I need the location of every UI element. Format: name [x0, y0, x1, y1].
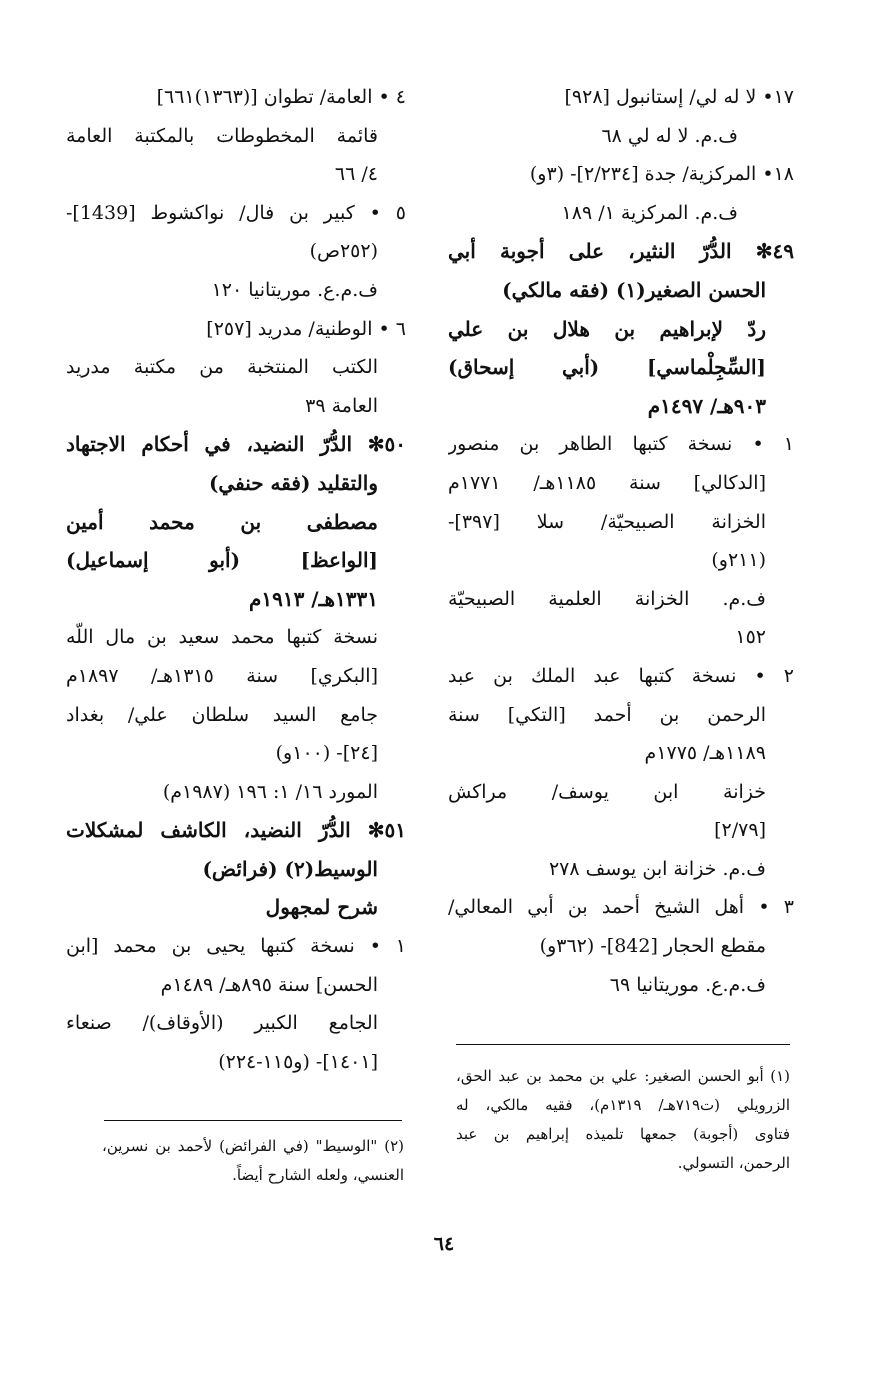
left-column-line: ٦ • الوطنية/ مدريد [٢٥٧]	[206, 317, 406, 340]
left-column-line: ٥٠✻ الدُّرّ النضيد، في أحكام الاجتهاد	[66, 432, 406, 457]
footnote-left-line: (٢) "الوسيط" (في الفرائض) لأحمد بن نسرين،	[102, 1137, 404, 1155]
left-column-line: ٤ • العامة/ تطوان [(١٣٦٣)٦٦١]	[156, 86, 406, 108]
page-number: ٦٤	[433, 1233, 455, 1255]
left-column-line: قائمة المخطوطات بالمكتبة العامة	[66, 124, 378, 147]
right-column-line: خزانة ابن يوسف/ مراكش	[448, 780, 766, 803]
right-column-line: الرحمن بن أحمد [التكي] سنة	[448, 703, 766, 726]
right-column-line: ردّ لإبراهيم بن هلال بن علي	[448, 316, 766, 341]
footnote-separator-left	[104, 1120, 402, 1121]
footnote-right-line: الرحمن، التسولي.	[677, 1154, 790, 1172]
right-column-line: (٢١١و)	[711, 549, 766, 572]
footnote-left	[102, 1132, 404, 1190]
left-column-line: العامة ٣٩	[305, 394, 378, 417]
left-column-line: ٥ • كبير بن فال/ نواكشوط [1439]-	[66, 201, 406, 224]
right-column-line: ١٥٢	[735, 626, 766, 649]
left-column-line: ١٣٣١هـ/ ١٩١٣م	[248, 586, 378, 611]
footnote-right-line: (١) أبو الحسن الصغير: علي بن محمد بن عبد الحق،	[456, 1067, 790, 1085]
footnote-right-line: فتاوى (أجوبة) جمعها تلميذه إبراهيم بن عبد	[456, 1125, 790, 1143]
left-column-line: نسخة كتبها محمد سعيد بن مال اللّه	[66, 626, 378, 649]
right-column-line: ف.م. المركزية ١/ ١٨٩	[561, 201, 738, 224]
right-column-line: مقطع الحجار [842]- (٣٦٢و)	[539, 935, 766, 958]
left-column-line: الجامع الكبير (الأوقاف)/ صنعاء	[66, 1012, 378, 1035]
right-column-line: ٢ • نسخة كتبها عبد الملك بن عبد	[448, 664, 794, 687]
left-column-line: [٢٤]- (١٠٠و)	[275, 742, 378, 765]
right-column-line: [٢/٧٩]	[714, 819, 766, 842]
right-column-line: ف.م. خزانة ابن يوسف ٢٧٨	[548, 857, 766, 880]
right-column-line: ١١٨٩هـ/ ١٧٧٥م	[644, 742, 766, 765]
left-column-line: ٥١✻ الدُّرّ النضيد، الكاشف لمشكلات	[66, 818, 406, 843]
left-column-line: (٢٥٢ص)	[309, 240, 378, 263]
right-column-line: ٩٠٣هـ/ ١٤٩٧م	[647, 393, 766, 418]
right-column-line: ٣ • أهل الشيخ أحمد بن أبي المعالي/	[448, 896, 794, 919]
left-column-line: ١ • نسخة كتبها يحيى بن محمد [ابن	[66, 935, 406, 958]
right-column-line: [السِّجِلْماسي] (أبي إسحاق)	[448, 355, 766, 380]
left-column-line: [البكري] سنة ١٣١٥هـ/ ١٨٩٧م	[66, 664, 378, 687]
left-column-line: مصطفى بن محمد أمين	[66, 509, 378, 534]
left-column-line: الوسيط(٢) (فرائض)	[202, 856, 378, 881]
right-column-line: الخزانة الصبيحيّة/ سلا [٣٩٧]-	[448, 510, 766, 533]
right-column-line: ١ • نسخة كتبها الطاهر بن منصور	[448, 433, 794, 456]
left-column-line: [الواعظ] (أبو إسماعيل)	[66, 548, 378, 573]
right-column-line: ف.م.ع. موريتانيا ٦٩	[609, 973, 766, 996]
footnote-right	[456, 1062, 790, 1178]
left-column-line: [١٤٠١]- (و١١٥-٢٢٤)	[218, 1050, 378, 1073]
left-column-line: ٤/ ٦٦	[334, 163, 378, 186]
right-column	[448, 78, 794, 1004]
footnote-separator-right	[456, 1044, 790, 1045]
right-column-line: ١٧• لا له لي/ إستانبول [٩٢٨]	[564, 86, 794, 108]
footnote-right-line: الزرويلي (ت٧١٩هـ/ ١٣١٩م)، فقيه مالكي، له	[456, 1096, 790, 1114]
right-column-line: الحسن الصغير(١) (فقه مالكي)	[502, 277, 766, 302]
right-column-line: [الدكالي] سنة ١١٨٥هـ/ ١٧٧١م	[448, 471, 766, 494]
left-column	[66, 78, 406, 1081]
right-column-line: ف.م. الخزانة العلمية الصبيحيّة	[448, 587, 766, 610]
left-column-line: جامع السيد سلطان علي/ بغداد	[66, 703, 378, 726]
left-column-line: الكتب المنتخبة من مكتبة مدريد	[66, 356, 378, 379]
left-column-line: ف.م.ع. موريتانيا ١٢٠	[211, 278, 378, 301]
right-column-line: ف.م. لا له لي ٦٨	[601, 124, 738, 147]
footnote-left-line: العنسي، ولعله الشارح أيضاً.	[232, 1166, 404, 1184]
right-column-line: ١٨• المركزية/ جدة [٢/٢٣٤]- (٣و)	[529, 163, 794, 186]
left-column-line: والتقليد (فقه حنفي)	[208, 470, 378, 495]
left-column-line: شرح لمجهول	[265, 895, 378, 920]
left-column-line: المورد ١٦/ ١: ١٩٦ (١٩٨٧م)	[162, 780, 378, 803]
left-column-line: الحسن] سنة ٨٩٥هـ/ ١٤٨٩م	[160, 973, 378, 996]
right-column-line: ٤٩✻ الدُّرّ النثير، على أجوبة أبي	[448, 239, 794, 264]
